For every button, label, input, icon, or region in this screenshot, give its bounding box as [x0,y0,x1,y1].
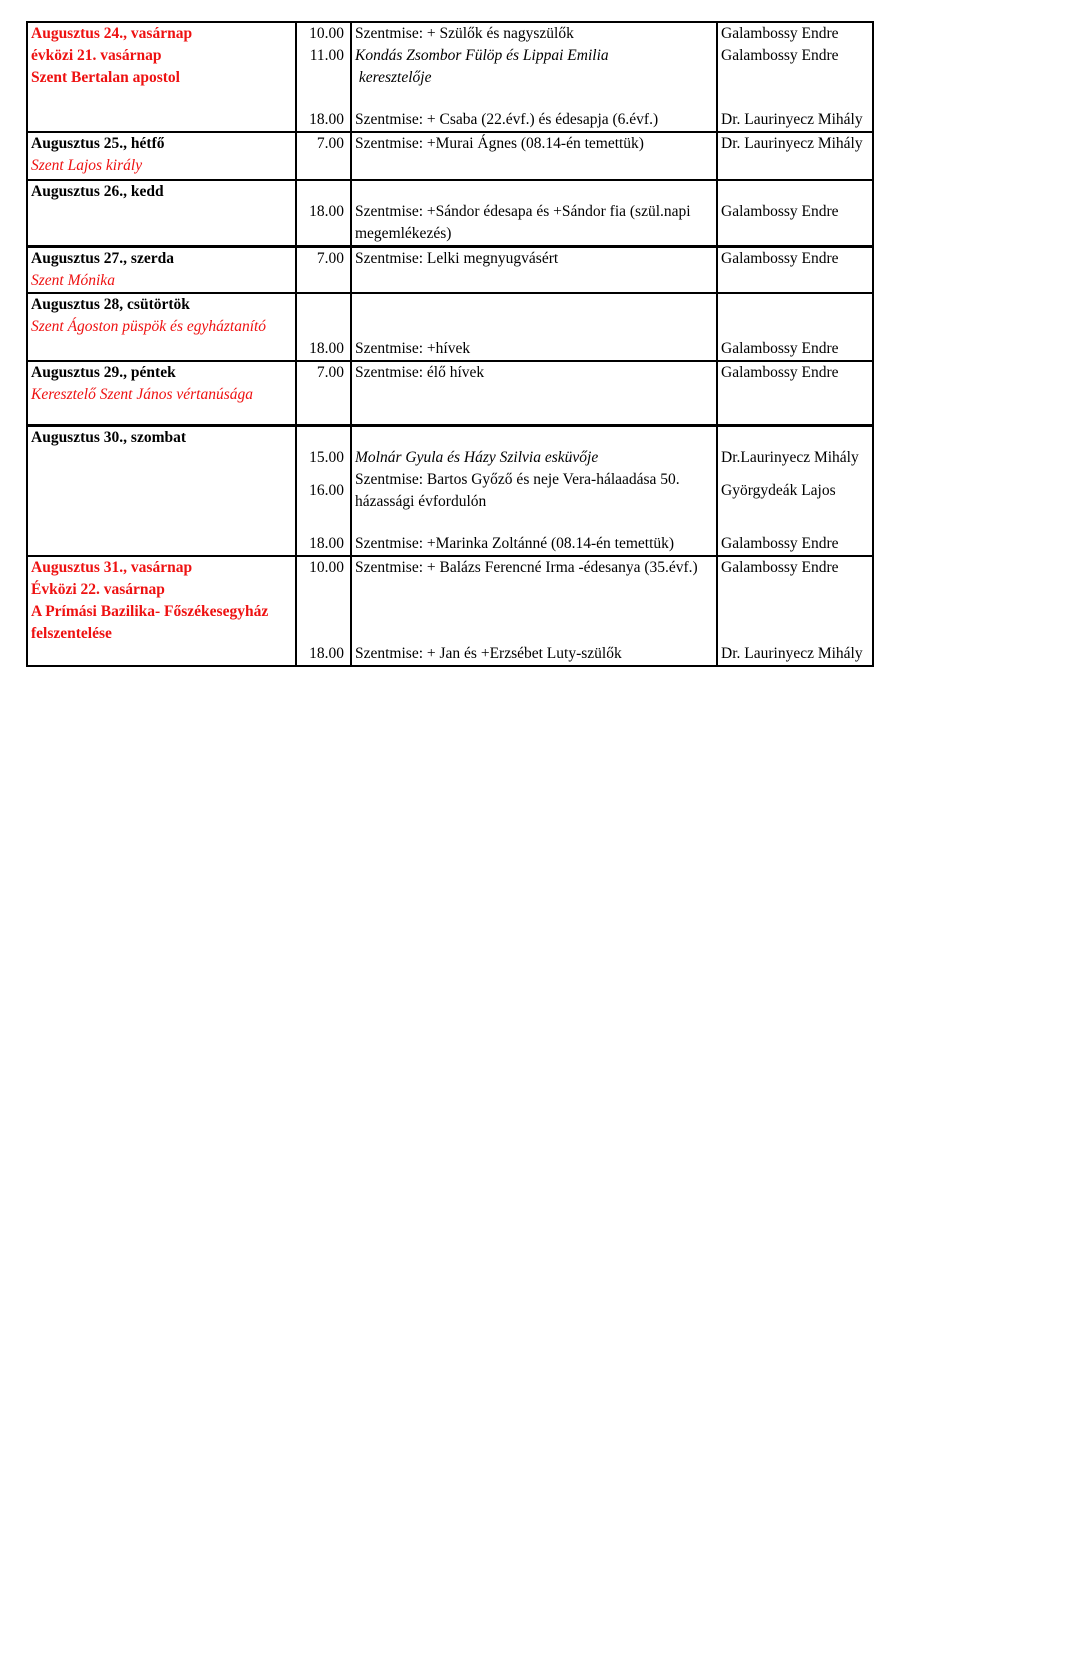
day-cell [27,425,296,556]
mass-intention: Szentmise: + Csaba (22.évf.) és édesapja (6.évf.) [355,111,659,128]
feast-name: Évközi 22. vasárnap [31,580,165,598]
spacer [355,294,713,338]
feast-name: Keresztelő Szent János vértanúsága [31,386,253,403]
day-row [27,22,873,132]
mass-intention: megemlékezés) [355,225,452,242]
day-cell [27,293,296,361]
day-row [27,556,873,666]
feast-name: évközi 21. vasárnap [31,47,162,64]
day-date: Augusztus 26., kedd [31,183,164,200]
intention-cell [351,132,717,180]
spacer [721,181,869,201]
feast-name: Szent Mónika [31,272,115,289]
time-cell [296,247,351,294]
mass-time: 11.00 [309,47,344,64]
celebrant-name: Györgydeák Lajos [721,481,836,499]
day-cell [27,247,296,294]
celebrant-name: Galambossy Endre [721,364,839,381]
celebrant-name: Galambossy Endre [721,47,839,64]
spacer [300,427,344,447]
mass-time: 18.00 [309,644,344,662]
mass-intention: Kondás Zsombor Fülöp és Lippai Emilia [355,47,609,64]
day-cell [27,180,296,247]
celebrant-name: Galambossy Endre [721,25,839,42]
mass-time: 7.00 [316,364,344,381]
mass-time: 7.00 [316,250,344,267]
mass-intention: Szentmise: +Marinka Zoltánné (08.14-én temettük) [355,534,675,552]
feast-name: A Prímási Bazilika- Főszékesegyház [31,602,269,620]
celebrant-name: Dr. Laurinyecz Mihály [721,135,863,152]
spacer [300,89,344,109]
time-cell [296,361,351,425]
feast-name: Szent Lajos király [31,157,143,174]
mass-intention: Molnár Gyula és Házy Szilvia esküvője [355,448,599,466]
spacer [721,89,869,109]
day-row [27,361,873,425]
celebrant-name: Galambossy Endre [721,250,839,267]
feast-name: felszentelése [31,624,112,642]
time-cell [296,556,351,666]
mass-intention: Szentmise: +Sándor édesapa és +Sándor fia (szül.napi [355,203,691,220]
mass-intention: Szentmise: élő hívek [355,364,485,381]
day-date: Augusztus 29., péntek [31,364,176,381]
time-cell [296,180,351,247]
spacer [355,181,713,201]
intention-cell [351,361,717,425]
spacer [721,427,869,447]
mass-time: 10.00 [309,558,344,576]
celebrant-cell [717,556,873,666]
day-row [27,293,873,361]
spacer [355,513,713,533]
celebrant-cell [717,293,873,361]
mass-schedule-table [26,21,874,667]
intention-cell [351,293,717,361]
intention-cell [351,180,717,247]
mass-intention: Szentmise: +hívek [355,340,471,357]
mass-time: 15.00 [309,448,344,466]
day-row [27,132,873,180]
celebrant-cell [717,180,873,247]
mass-intention: házassági évfordulón [355,492,487,510]
spacer [721,294,869,338]
celebrant-cell [717,247,873,294]
day-date: Augusztus 31., vasárnap [31,558,193,576]
intention-cell [351,425,717,556]
celebrant-name: Dr.Laurinyecz Mihály [721,448,859,466]
intention-cell [351,22,717,132]
feast-name: Szent Ágoston püspök és egyháztanító [31,318,267,335]
intention-cell [351,247,717,294]
spacer [300,513,344,533]
mass-intention: Szentmise: + Balázs Ferencné Irma -édesanya (35.évf.) [355,558,698,576]
mass-intention: keresztelője [355,69,432,86]
time-cell [296,22,351,132]
day-cell [27,132,296,180]
celebrant-name: Galambossy Endre [721,203,839,220]
mass-intention: Szentmise: + Jan és +Erzsébet Luty-szülők [355,644,622,662]
day-row [27,425,873,556]
spacer [300,181,344,201]
day-row [27,247,873,294]
day-date: Augusztus 24., vasárnap [31,25,193,42]
feast-name: Szent Bertalan apostol [31,69,180,86]
spacer [300,294,344,338]
mass-time: 18.00 [309,203,344,220]
day-row [27,180,873,247]
mass-time: 18.00 [309,111,344,128]
mass-intention: Szentmise: Lelki megnyugvásért [355,250,559,267]
mass-time: 7.00 [316,135,344,152]
mass-intention: Szentmise: Bartos Győző és neje Vera-hálaadása 50. [355,470,680,488]
celebrant-cell [717,22,873,132]
celebrant-name: Dr. Laurinyecz Mihály [721,644,863,662]
celebrant-cell [717,361,873,425]
spacer [721,513,869,533]
day-cell [27,556,296,666]
schedule-body [27,22,873,666]
intention-cell [351,556,717,666]
day-cell [27,22,296,132]
celebrant-name: Galambossy Endre [721,534,839,552]
day-date: Augusztus 25., hétfő [31,135,165,152]
mass-time: 18.00 [309,340,344,357]
mass-time: 16.00 [309,481,344,499]
spacer [721,579,869,643]
celebrant-name: Galambossy Endre [721,340,839,357]
day-date: Augusztus 28, csütörtök [31,296,190,313]
spacer [355,89,713,109]
spacer [355,427,713,447]
time-cell [296,425,351,556]
time-cell [296,293,351,361]
mass-time: 10.00 [309,25,344,42]
celebrant-name: Galambossy Endre [721,558,839,576]
mass-time: 18.00 [309,534,344,552]
spacer [300,579,344,643]
mass-intention: Szentmise: + Szülők és nagyszülők [355,25,574,42]
time-cell [296,132,351,180]
day-date: Augusztus 27., szerda [31,250,174,267]
day-cell [27,361,296,425]
celebrant-cell [717,132,873,180]
mass-intention: Szentmise: +Murai Ágnes (08.14-én temettük) [355,135,644,152]
spacer [355,579,713,643]
celebrant-name: Dr. Laurinyecz Mihály [721,111,863,128]
celebrant-cell [717,425,873,556]
day-date: Augusztus 30., szombat [31,428,187,446]
